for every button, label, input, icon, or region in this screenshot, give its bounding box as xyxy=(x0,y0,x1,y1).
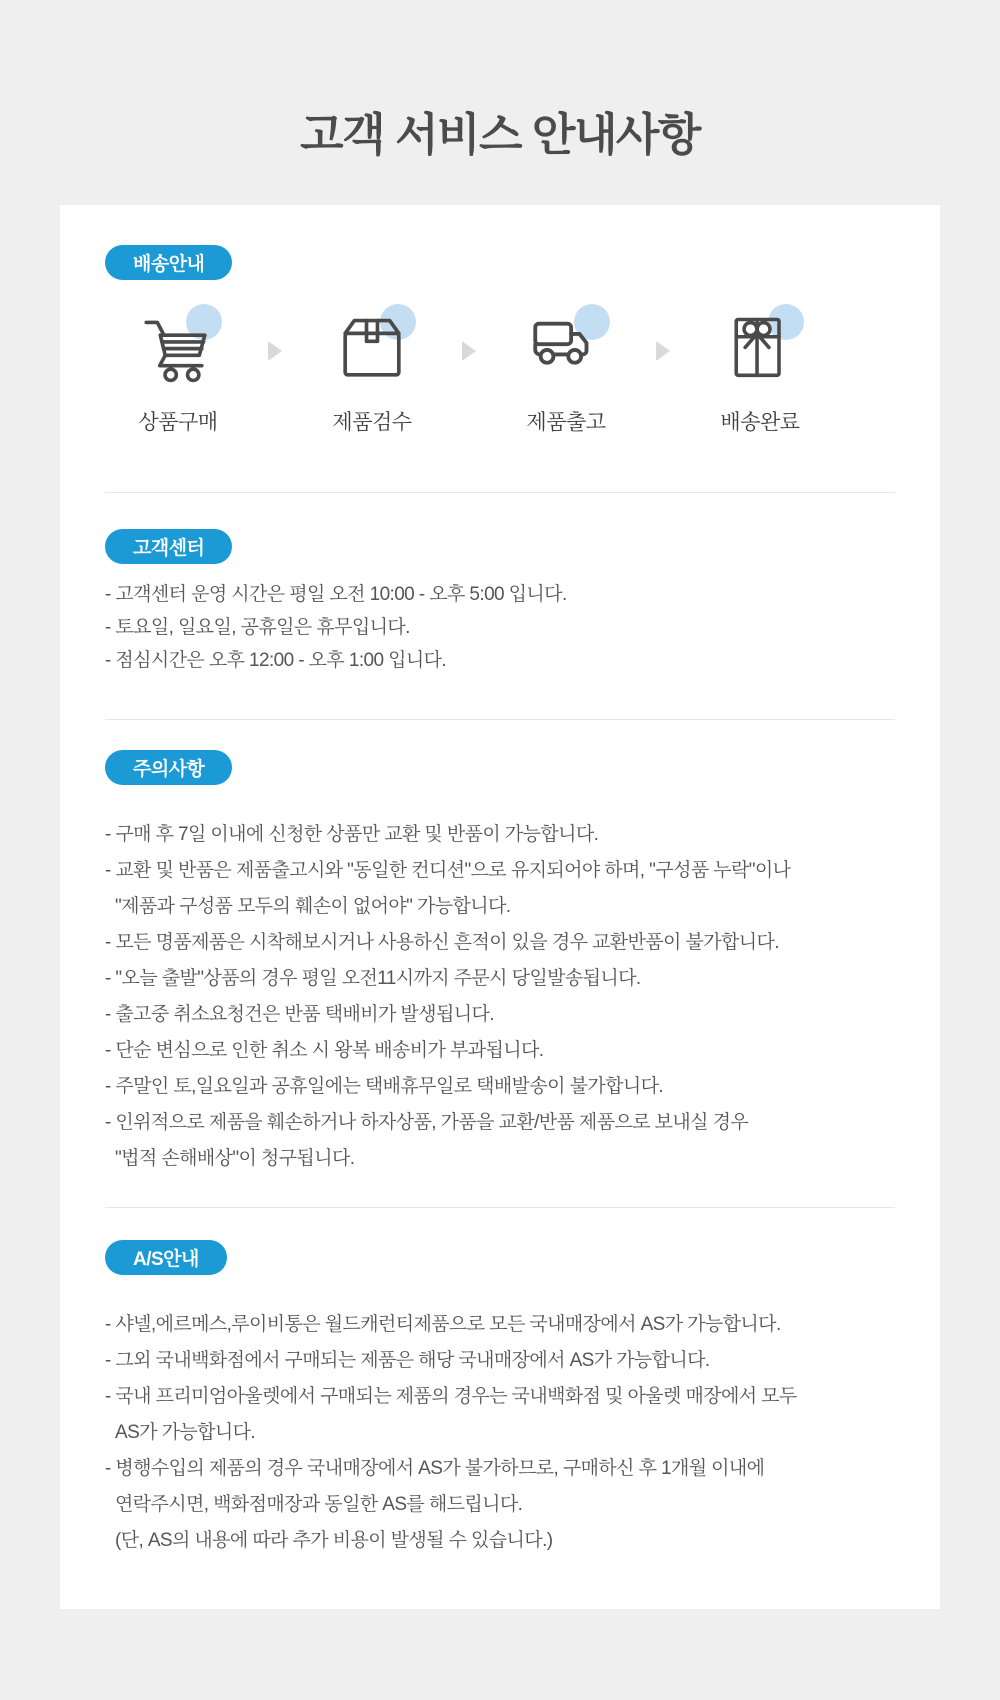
list-item: - 단순 변심으로 인한 취소 시 왕복 배송비가 부과됩니다. xyxy=(105,1040,544,1061)
list-item: - 출고중 취소요청건은 반품 택배비가 발생됩니다. xyxy=(105,1004,494,1025)
list-item: - 그외 국내백화점에서 구매되는 제품은 해당 국내매장에서 AS가 가능합니다. xyxy=(105,1350,710,1371)
cautions-list xyxy=(105,817,895,1177)
truck-icon xyxy=(520,302,612,394)
list-item: - 샤넬,에르메스,루이비통은 월드캐런티제품으로 모든 국내매장에서 AS가 가능합니다. xyxy=(105,1314,781,1335)
step-label: 제품검수 xyxy=(332,411,412,434)
badge-cs-center: 고객센터 xyxy=(105,529,232,564)
step-release xyxy=(493,302,639,436)
list-item: - 교환 및 반품은 제품출고시와 "동일한 컨디션"으로 유지되어야 하며, "구성품 누락"이나 "제품과 구성품 모두의 훼손이 없어야" 가능합니다. xyxy=(105,860,791,917)
page-title: 고객 서비스 안내사항 xyxy=(300,109,700,160)
step-separator xyxy=(639,305,687,397)
arrow-right-icon xyxy=(462,341,476,361)
service-info-card xyxy=(60,205,940,1609)
arrow-right-icon xyxy=(656,341,670,361)
arrow-right-icon xyxy=(268,341,282,361)
as-guide-list xyxy=(105,1307,895,1559)
list-item: - 토요일, 일요일, 공휴일은 휴무입니다. xyxy=(105,617,410,638)
list-item: - 인위적으로 제품을 훼손하거나 하자상품, 가품을 교환/반품 제품으로 보내실 경우 "법적 손해배상"이 청구됩니다. xyxy=(105,1112,749,1169)
step-label: 제품출고 xyxy=(526,411,606,434)
badge-shipping: 배송안내 xyxy=(105,245,232,280)
list-item: - 점심시간은 오후 12:00 - 오후 1:00 입니다. xyxy=(105,650,447,671)
list-item: - 구매 후 7일 이내에 신청한 상품만 교환 및 반품이 가능합니다. xyxy=(105,824,599,845)
badge-as-guide: A/S안내 xyxy=(105,1240,227,1275)
box-icon xyxy=(326,302,418,394)
badge-cautions: 주의사항 xyxy=(105,750,232,785)
cart-icon xyxy=(132,302,224,394)
list-item: - 국내 프리미엄아울렛에서 구매되는 제품의 경우는 국내백화점 및 아울렛 매장에서 모두 AS가 가능합니다. xyxy=(105,1386,797,1443)
step-delivered xyxy=(687,302,833,436)
step-inspection xyxy=(299,302,445,436)
list-item: - "오늘 출발"상품의 경우 평일 오전11시까지 주문시 당일발송됩니다. xyxy=(105,968,641,989)
step-purchase xyxy=(105,302,251,436)
step-separator xyxy=(251,305,299,397)
step-label: 상품구매 xyxy=(138,411,218,434)
step-label: 배송완료 xyxy=(720,411,800,434)
list-item: - 주말인 토,일요일과 공휴일에는 택배휴무일로 택배발송이 불가합니다. xyxy=(105,1076,664,1097)
gift-icon xyxy=(714,302,806,394)
list-item: - 고객센터 운영 시간은 평일 오전 10:00 - 오후 5:00 입니다. xyxy=(105,584,567,605)
step-separator xyxy=(445,305,493,397)
shipping-steps xyxy=(105,302,833,436)
list-item: - 모든 명품제품은 시착해보시거나 사용하신 흔적이 있을 경우 교환반품이 불가합니다. xyxy=(105,932,779,953)
list-item: - 병행수입의 제품의 경우 국내매장에서 AS가 불가하므로, 구매하신 후 1개월 이내에 연락주시면, 백화점매장과 동일한 AS를 해드립니다. (단, AS의 내용에 따라 추가 비용이 발생될 수 있습니다.) xyxy=(105,1458,765,1551)
cs-center-list xyxy=(105,578,895,677)
